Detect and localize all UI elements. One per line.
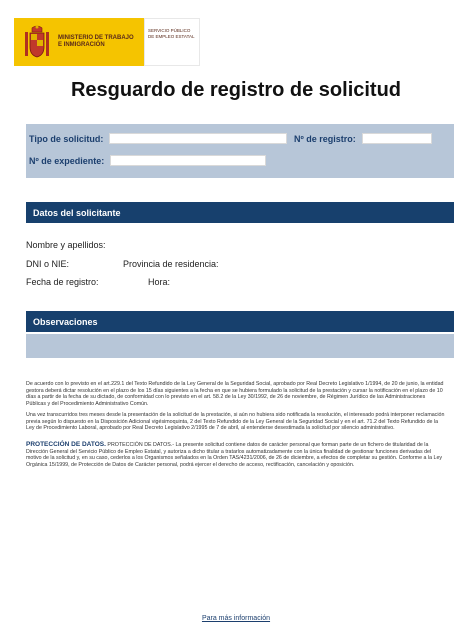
more-info-link[interactable]: Para más información — [201, 615, 271, 622]
expediente-field — [110, 155, 266, 166]
service-name: SERVICIO PÚBLICO DE EMPLEO ESTATAL — [144, 18, 200, 66]
observaciones-heading: Observaciones — [26, 311, 454, 332]
ministry-name: MINISTERIO DE TRABAJO E INMIGRACIÓN — [58, 35, 134, 48]
solicitante-heading: Datos del solicitante — [26, 202, 454, 223]
observaciones-box — [26, 334, 454, 358]
page-title: Resguardo de registro de solicitud — [70, 79, 402, 101]
tipo-field — [109, 133, 287, 144]
provincia-label: Provincia de residencia: — [123, 259, 219, 269]
legal-paragraph-1: De acuerdo con lo previsto en el art.229.1 del Texto Refundido de la Ley General de la Seguridad Social, aprobado por Real Decreto Legislativo 1/1994, de 20 de junio, la entidad gestora deberá dictar resolución en el plazo de los 15 días siguientes a la fecha en que se hubiera formulado la solicitud de la prestación y cursar la notificación en el plazo de 10 días a partir de la fecha de su dictado, de conformidad con lo previsto en el art. 58.2 de la Ley 30/1992, de 26 de noviembre, de Régimen Jurídico de las Administraciones Públicas y del Procedimiento Administrativo Común. — [26, 381, 444, 407]
legal-paragraph-2: Una vez transcurridos tres meses desde la presentación de la solicitud de la prestación, si aún no hubiera sido notificada la resolución, el interesado podrá interponer reclamación previa según lo dispuesto en la Disposición Adicional vigésimoquinta, 2 del Texto Refundido de la Ley General de la Seguridad Social y en el art. 71.2 del Texto Refundido de la Ley de Procedimiento Laboral, aprobado por Real Decreto Legislativo 2/1995 de 7 de abril, al entenderse desestimada la solicitud por silencio administrativo. — [26, 412, 445, 432]
ministry-logo-yellow — [14, 18, 144, 66]
hora-label: Hora: — [148, 277, 171, 287]
fecha-label: Fecha de registro: — [26, 277, 99, 287]
legal-paragraph-3 — [26, 442, 446, 468]
nombre-label: Nombre y apellidos: — [26, 240, 106, 250]
data-protection-text: PROTECCIÓN DE DATOS.- La presente solicitud contiene datos de carácter personal que forman parte de un fichero de titularidad de la Dirección General del Servicio Público de Empleo Estatal, y autoriza a dicho titular a tratarlos automatizadamente con la única finalidad de gestionar funciones derivadas del motivo de la solicitud y, en su caso, cederlos a los Organismos señalados en la Orden TAS/4231/2006, de 26 de diciembre, a efectos de completar su gestión. Conforme a la Ley Orgánica 15/1999, de Protección de Datos de Carácter personal, podrá ejercer el derecho de acceso, rectificación, cancelación y oposición. — [26, 442, 443, 468]
expediente-label: Nº de expediente: — [29, 155, 105, 166]
registro-field — [362, 133, 432, 144]
dni-label: DNI o NIE: — [26, 259, 70, 269]
expediente-row — [29, 155, 266, 166]
tipo-row — [29, 133, 287, 144]
registro-row — [294, 133, 432, 144]
tipo-label: Tipo de solicitud: — [29, 133, 104, 144]
request-info-panel — [26, 124, 454, 178]
data-protection-title: PROTECCIÓN DE DATOS. — [26, 441, 106, 448]
coat-of-arms-icon — [22, 23, 52, 61]
ministry-logo — [14, 18, 200, 66]
registro-label: Nº de registro: — [294, 133, 356, 144]
